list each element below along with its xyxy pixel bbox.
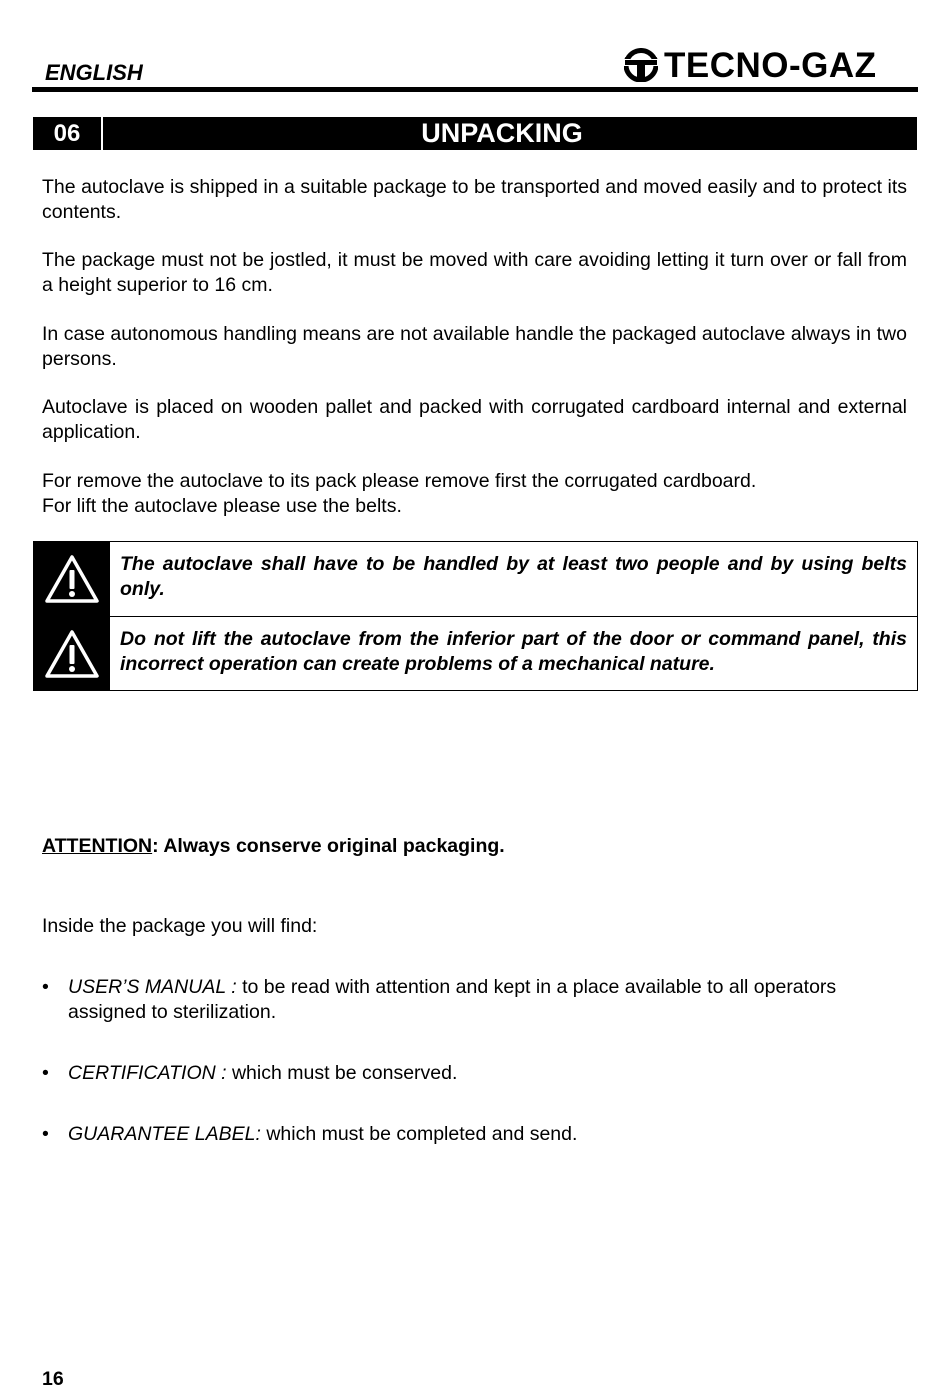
warning-row — [34, 616, 917, 690]
warning-triangle-icon — [44, 554, 100, 604]
brand-name: TECNO-GAZ — [664, 45, 877, 85]
list-item — [42, 1061, 907, 1086]
paragraph-remove-pack: For remove the autoclave to its pack please remove first the corrugated cardboard. — [42, 470, 757, 492]
tecno-gaz-logo-icon — [624, 48, 658, 82]
warning-icon-cell — [34, 542, 110, 616]
warning-triangle-icon — [44, 629, 100, 679]
item-description: which must be conserved. — [226, 1062, 458, 1084]
header-divider — [32, 87, 918, 92]
bullet-icon: • — [42, 976, 49, 998]
item-name: USER’S MANUAL : — [68, 976, 237, 998]
paragraph-pallet: Autoclave is placed on wooden pallet and packed with corrugated cardboard internal and external application. — [42, 396, 907, 443]
warning-table — [33, 541, 918, 691]
attention-text: : Always conserve original packaging. — [152, 835, 505, 857]
warning-icon-cell — [34, 617, 110, 690]
attention-label: ATTENTION — [42, 835, 153, 857]
item-name: GUARANTEE LABEL: — [68, 1123, 261, 1145]
paragraph-shipping: The autoclave is shipped in a suitable package to be transported and moved easily and to protect its contents. — [42, 176, 907, 223]
attention-note — [42, 835, 505, 858]
section-number: 06 — [33, 117, 103, 150]
item-description: to be read with attention and kept in a place available to all operators assigned to sterilization. — [68, 976, 837, 1023]
warning-text: Do not lift the autoclave from the inferior part of the door or command panel, this incorrect operation can create problems of a mechanical nature. — [120, 628, 907, 675]
bullet-icon: • — [42, 1062, 49, 1084]
item-name: CERTIFICATION : — [68, 1062, 227, 1084]
warning-row — [34, 542, 917, 616]
paragraph-handling: The package must not be jostled, it must be moved with care avoiding letting it turn over or fall from a height superior to 16 cm. — [42, 249, 907, 296]
paragraph-two-persons: In case autonomous handling means are not available handle the packaged autoclave always in two persons. — [42, 323, 907, 370]
page-number: 16 — [42, 1368, 64, 1388]
section-title: UNPACKING — [421, 118, 583, 148]
warning-text: The autoclave shall have to be handled by at least two people and by using belts only. — [120, 553, 907, 600]
item-description: which must be completed and send. — [260, 1123, 578, 1145]
section-header — [33, 117, 917, 150]
paragraph-lift-belts: For lift the autoclave please use the belts. — [42, 495, 402, 517]
list-item — [42, 1122, 907, 1147]
language-label: ENGLISH — [45, 60, 143, 85]
bullet-icon: • — [42, 1123, 49, 1145]
list-item — [42, 975, 907, 1025]
package-intro: Inside the package you will find: — [42, 915, 318, 937]
brand-logo — [624, 46, 877, 84]
